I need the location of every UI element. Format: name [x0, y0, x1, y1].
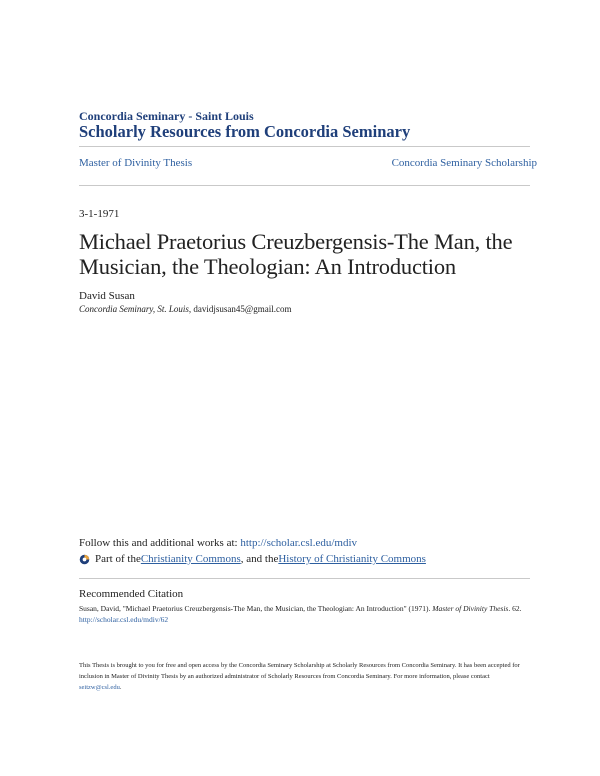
citation-text: Susan, David, "Michael Praetorius Creuzbergensis-The Man, the Musician, the Theologian: An Introduction" (1971). [79, 604, 433, 613]
citation-heading: Recommended Citation [79, 588, 184, 600]
citation-url-link[interactable]: http://scholar.csl.edu/mdiv/62 [79, 615, 169, 624]
follow-line [79, 537, 357, 549]
contact-email-link[interactable]: seitzw@csl.edu [79, 684, 120, 691]
affiliation-name: Concordia Seminary, St. Louis [79, 304, 189, 314]
citation-number: . 62. [508, 604, 522, 613]
network-commons-icon [79, 554, 90, 565]
repository-name: Scholarly Resources from Concordia Seminary [79, 122, 411, 141]
document-title: Michael Praetorius Creuzbergensis-The Man, the Musician, the Theologian: An Introduction [79, 229, 513, 279]
author-name: David Susan [79, 290, 135, 302]
christianity-commons-link[interactable]: Christianity Commons [140, 553, 241, 565]
follow-label: Follow this and additional works at: [79, 537, 241, 549]
part-of-prefix: Part of the [95, 553, 141, 565]
series-link-scholarship[interactable]: Concordia Seminary Scholarship [391, 157, 537, 169]
follow-url-link[interactable]: http://scholar.csl.edu/mdiv [240, 537, 358, 549]
series-link-mdiv-thesis[interactable]: Master of Divinity Thesis [79, 157, 193, 169]
author-email: , davidjsusan45@gmail.com [188, 304, 292, 314]
citation-journal: Master of Divinity Thesis [432, 604, 509, 613]
citation-divider [79, 578, 530, 579]
part-of-middle: , and the [240, 553, 279, 565]
citation-body [79, 603, 529, 625]
publication-date: 3-1-1971 [79, 208, 120, 220]
access-notice-end: . [119, 684, 122, 691]
header-divider [79, 146, 530, 147]
institution-name: Concordia Seminary - Saint Louis [79, 109, 254, 123]
author-affiliation [79, 304, 291, 314]
history-christianity-commons-link[interactable]: History of Christianity Commons [278, 553, 426, 565]
part-of-line [79, 553, 426, 565]
access-notice-text: This Thesis is brought to you for free and open access by the Concordia Seminary Scholarship at Scholarly Resources from Concordia Seminary. It has been accepted for inclusion in Master of Divinity Thesis by an authorized administrator of Scholarly Resources from Concordia Seminary. For more information, please contact [79, 662, 520, 680]
access-notice [79, 660, 529, 693]
series-divider [79, 185, 530, 186]
